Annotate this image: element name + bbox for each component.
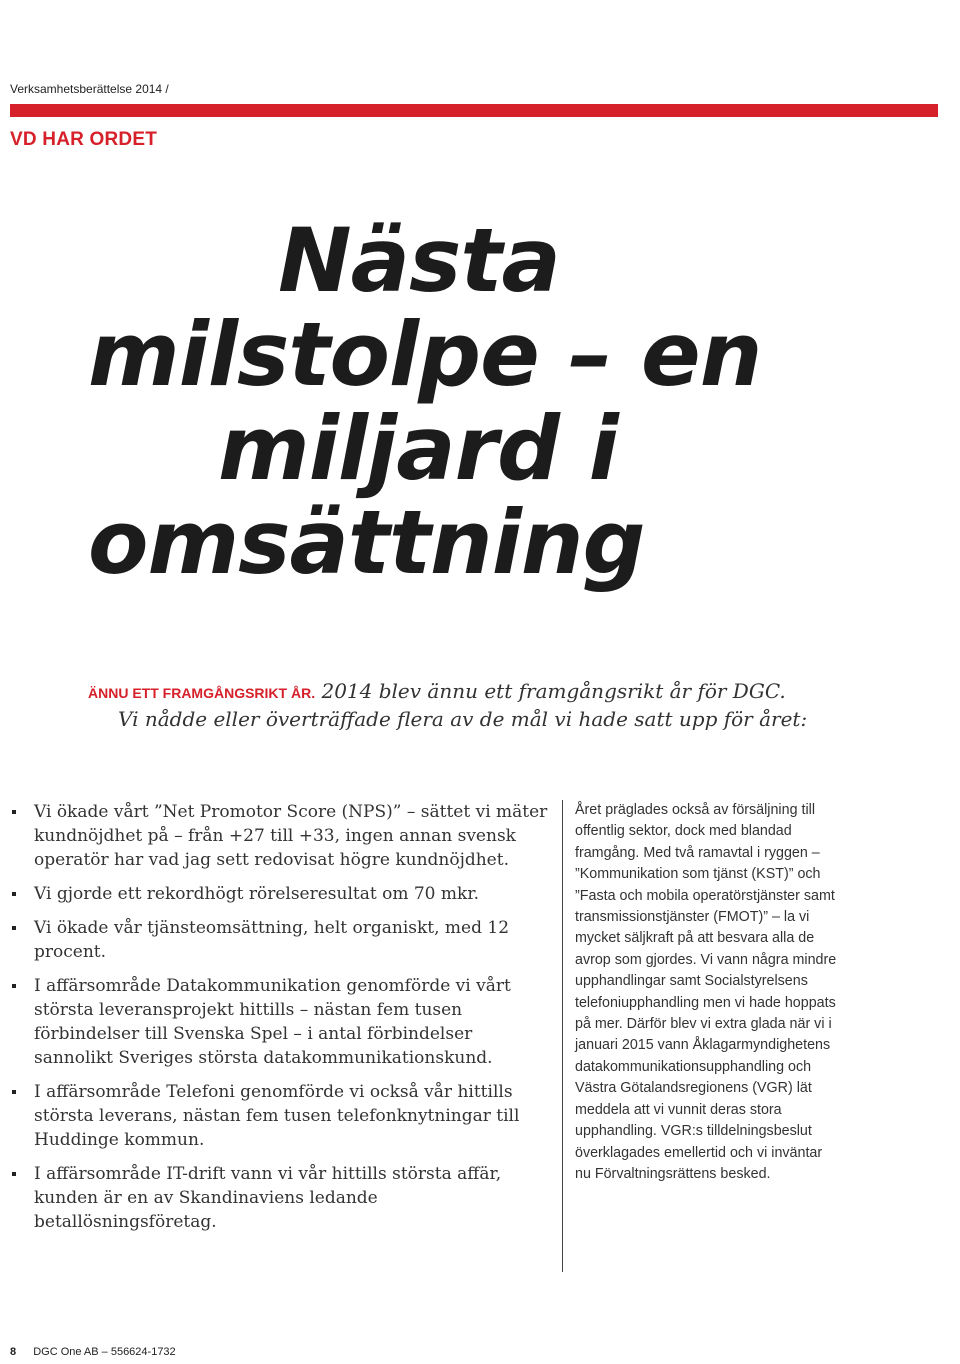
- red-rule: [10, 104, 938, 117]
- list-item: [12, 1080, 552, 1152]
- headline-line-2: milstolpe – en: [88, 303, 762, 406]
- list-item: [12, 882, 552, 906]
- bullet-icon: [12, 810, 16, 814]
- bullet-icon: [12, 892, 16, 896]
- lead-kicker: ÄNNU ETT FRAMGÅNGSRIKT ÅR.: [88, 685, 316, 701]
- achievement-list: [12, 800, 552, 1244]
- page-number: 8: [10, 1346, 17, 1358]
- list-item: [12, 1162, 552, 1234]
- bullet-icon: [12, 926, 16, 930]
- column-divider: [562, 800, 563, 1272]
- list-item-text: I affärsområde Datakommunikation genomförde vi vårt största leveransprojekt hittills – nästan fem tusen förbindelser till Svenska Spel – i antal förbindelser sannolikt Sveriges största datakommunikationskund.: [34, 976, 511, 1068]
- lead-line-1: 2014 blev ännu ett framgångsrikt år för DGC.: [321, 679, 786, 703]
- list-item: [12, 916, 552, 964]
- bullet-icon: [12, 1090, 16, 1094]
- list-item-text: Vi gjorde ett rekordhögt rörelseresultat om 70 mkr.: [34, 884, 479, 904]
- side-column-text: Året präglades också av försäljning till offentlig sektor, dock med blandad framgång. Med två ramavtal i ryggen – ”Kommunikation som tjänst (KST)” och ”Fasta och mobila operatörstjänster samt transmissionstjänster (FMOT)” – la vi mycket säljkraft på att besvara alla de avrop som gjordes. Vi vann några mindre upphandlingar samt Socialstyrelsens telefoniupphandling men vi hade hoppats på mer. Därför blev vi extra glada när vi i januari 2015 vann Åklagarmyndighetens datakommunikationsupphandling och Västra Götalandsregionens (VGR) lät meddela att vi vunnit deras stora upphandling. VGR:s tilldelningsbeslut överklagades emellertid och vi inväntar nu Förvaltningsrättens besked.: [575, 802, 837, 1182]
- list-item-text: Vi ökade vårt ”Net Promotor Score (NPS)” – sättet vi mäter kundnöjdhet på – från +27 till +33, ingen annan svensk operatör har vad jag sett redovisat högre kundnöjdhet.: [34, 802, 548, 870]
- headline-line-4: omsättning: [88, 491, 645, 594]
- running-head: Verksamhetsberättelse 2014 /: [10, 82, 169, 96]
- lead-paragraph: [88, 678, 848, 732]
- headline-line-3: miljard i: [218, 397, 618, 500]
- lead-line-2: Vi nådde eller överträffade flera av de mål vi hade satt upp för året:: [118, 707, 808, 731]
- list-item: [12, 800, 552, 872]
- bullet-icon: [12, 1172, 16, 1176]
- list-item-text: I affärsområde IT-drift vann vi vår hittills största affär, kunden är en av Skandinaviens ledande betallösningsföretag.: [34, 1164, 502, 1232]
- headline: [88, 209, 788, 594]
- section-label: VD HAR ORDET: [10, 129, 158, 150]
- list-item-text: Vi ökade vår tjänsteomsättning, helt organiskt, med 12 procent.: [34, 918, 510, 962]
- list-item-text: I affärsområde Telefoni genomförde vi också vår hittills största leverans, nästan fem tusen telefonknytningar till Huddinge kommun.: [34, 1082, 520, 1150]
- page-footer: [10, 1346, 176, 1358]
- footer-company: DGC One AB – 556624-1732: [33, 1346, 176, 1358]
- headline-line-1: Nästa: [278, 209, 560, 312]
- list-item: [12, 974, 552, 1070]
- bullet-icon: [12, 984, 16, 988]
